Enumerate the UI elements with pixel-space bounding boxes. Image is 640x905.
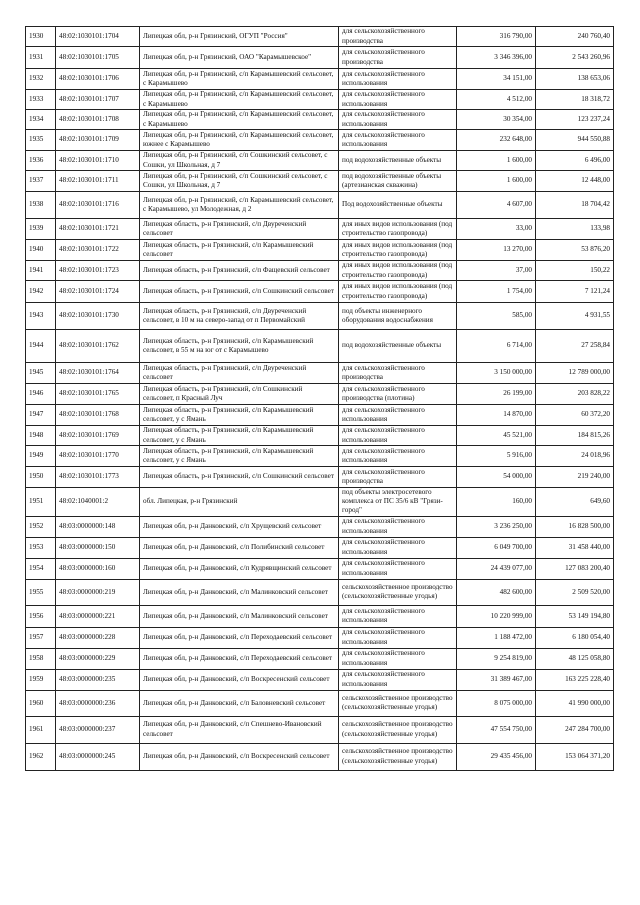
location-address: Липецкая область, р-н Грязинский, с/п Карамышевский сельсовет, у с Ямань	[140, 446, 339, 467]
cadastral-number: 48:02:1030101:1711	[56, 171, 140, 192]
cadastral-number: 48:03:0000000:235	[56, 669, 140, 690]
permitted-use: под объекты инженерного оборудования водоснабжения	[339, 303, 457, 330]
cadastral-value: 138 653,06	[536, 69, 614, 90]
row-number: 1949	[26, 446, 56, 467]
cadastral-value: 60 372,20	[536, 405, 614, 426]
permitted-use: под водохозяйственные объекты (артезианская скважина)	[339, 171, 457, 192]
location-address: Липецкая обл, р-н Грязинский, ОГУП "Россия"	[140, 27, 339, 47]
area-value: 31 389 467,00	[457, 669, 536, 690]
area-value: 54 000,00	[457, 467, 536, 488]
cadastral-number: 48:02:1030101:1709	[56, 130, 140, 151]
row-number: 1930	[26, 27, 56, 47]
area-value: 4 512,00	[457, 90, 536, 110]
location-address: Липецкая область, р-н Грязинский, с/п Двуреченский сельсовет	[140, 363, 339, 384]
cadastral-number: 48:02:1040001:2	[56, 488, 140, 517]
location-address: Липецкая область, р-н Грязинский, с/п Двуреченский сельсовет, в 10 м на северо-запад от п Первомайский	[140, 303, 339, 330]
cadastral-value: 18 318,72	[536, 90, 614, 110]
permitted-use: для сельскохозяйственного использования	[339, 90, 457, 110]
cadastral-value: 150,22	[536, 261, 614, 281]
table-row	[26, 743, 614, 770]
cadastral-number: 48:02:1030101:1708	[56, 110, 140, 130]
cadastral-number: 48:02:1030101:1721	[56, 219, 140, 240]
permitted-use: для сельскохозяйственного использования	[339, 69, 457, 90]
location-address: Липецкая обл, р-н Данковский, с/п Полибинский сельсовет	[140, 537, 339, 558]
area-value: 5 916,00	[457, 446, 536, 467]
permitted-use: под водохозяйственные объекты	[339, 330, 457, 363]
land-registry-table	[25, 26, 614, 771]
row-number: 1939	[26, 219, 56, 240]
row-number: 1960	[26, 690, 56, 716]
location-address: Липецкая обл, р-н Грязинский, с/п Карамышевский сельсовет, с Карамышево, ул Молодежная, д 2	[140, 192, 339, 219]
table-row	[26, 384, 614, 405]
permitted-use: для сельскохозяйственного использования	[339, 627, 457, 648]
permitted-use: для иных видов использования (под строительство газопровода)	[339, 281, 457, 303]
cadastral-number: 48:02:1030101:1762	[56, 330, 140, 363]
location-address: Липецкая обл, р-н Данковский, с/п Малинковский сельсовет	[140, 605, 339, 627]
cadastral-value: 944 550,88	[536, 130, 614, 151]
cadastral-value: 12 448,00	[536, 171, 614, 192]
row-number: 1951	[26, 488, 56, 517]
location-address: Липецкая обл, р-н Данковский, с/п Хрущевский сельсовет	[140, 516, 339, 537]
row-number: 1954	[26, 558, 56, 579]
table-row	[26, 261, 614, 281]
location-address: Липецкая область, р-н Грязинский, с/п Сошкинский сельсовет, п Красный Луч	[140, 384, 339, 405]
location-address: Липецкая обл, р-н Данковский, с/п Воскресенский сельсовет	[140, 669, 339, 690]
area-value: 26 199,00	[457, 384, 536, 405]
location-address: Липецкая обл, р-н Грязинский, с/п Сошкинский сельсовет, с Сошки, ул Школьная, д 7	[140, 151, 339, 171]
area-value: 3 346 396,00	[457, 47, 536, 69]
row-number: 1945	[26, 363, 56, 384]
table-row	[26, 303, 614, 330]
row-number: 1944	[26, 330, 56, 363]
permitted-use: Под водохозяйственные объекты	[339, 192, 457, 219]
row-number: 1938	[26, 192, 56, 219]
row-number: 1932	[26, 69, 56, 90]
area-value: 1 600,00	[457, 171, 536, 192]
area-value: 3 236 250,00	[457, 516, 536, 537]
row-number: 1946	[26, 384, 56, 405]
table-row	[26, 47, 614, 69]
area-value: 160,00	[457, 488, 536, 517]
permitted-use: для сельскохозяйственного использования	[339, 446, 457, 467]
row-number: 1947	[26, 405, 56, 426]
area-value: 30 354,00	[457, 110, 536, 130]
area-value: 29 435 456,00	[457, 743, 536, 770]
cadastral-number: 48:03:0000000:148	[56, 516, 140, 537]
cadastral-value: 184 815,26	[536, 426, 614, 446]
area-value: 34 151,00	[457, 69, 536, 90]
location-address: Липецкая обл, р-н Грязинский, с/п Карамышевский сельсовет, с Карамышево	[140, 69, 339, 90]
cadastral-value: 203 828,22	[536, 384, 614, 405]
table-row	[26, 110, 614, 130]
table-row	[26, 405, 614, 426]
permitted-use: для иных видов использования (под строительство газопровода)	[339, 240, 457, 261]
permitted-use: для сельскохозяйственного производства	[339, 27, 457, 47]
cadastral-value: 649,60	[536, 488, 614, 517]
cadastral-value: 127 083 200,40	[536, 558, 614, 579]
location-address: Липецкая область, р-н Грязинский, с/п Фащевский сельсовет	[140, 261, 339, 281]
cadastral-number: 48:02:1030101:1770	[56, 446, 140, 467]
row-number: 1931	[26, 47, 56, 69]
location-address: Липецкая область, р-н Грязинский, с/п Карамышевский сельсовет, у с Ямань	[140, 426, 339, 446]
permitted-use: для сельскохозяйственного использования	[339, 558, 457, 579]
cadastral-number: 48:02:1030101:1730	[56, 303, 140, 330]
cadastral-number: 48:02:1030101:1724	[56, 281, 140, 303]
cadastral-number: 48:02:1030101:1723	[56, 261, 140, 281]
area-value: 585,00	[457, 303, 536, 330]
cadastral-value: 53 876,20	[536, 240, 614, 261]
table-row	[26, 219, 614, 240]
permitted-use: сельскохозяйственное производство (сельскохозяйственные угодья)	[339, 690, 457, 716]
row-number: 1940	[26, 240, 56, 261]
permitted-use: для сельскохозяйственного производства (плотина)	[339, 384, 457, 405]
table-row	[26, 579, 614, 605]
table-row	[26, 151, 614, 171]
location-address: Липецкая обл, р-н Данковский, с/п Переходаевский сельсовет	[140, 627, 339, 648]
location-address: Липецкая область, р-н Грязинский, с/п Карамышевский сельсовет, у с Ямань	[140, 405, 339, 426]
location-address: Липецкая обл, р-н Грязинский, ОАО "Карамышевское"	[140, 47, 339, 69]
table-row	[26, 281, 614, 303]
area-value: 45 521,00	[457, 426, 536, 446]
location-address: Липецкая обл, р-н Грязинский, с/п Карамышевский сельсовет, с Карамышево	[140, 90, 339, 110]
permitted-use: сельскохозяйственное производство (сельскохозяйственные угодья)	[339, 579, 457, 605]
cadastral-number: 48:02:1030101:1768	[56, 405, 140, 426]
cadastral-value: 123 237,24	[536, 110, 614, 130]
permitted-use: под водохозяйственные объекты	[339, 151, 457, 171]
permitted-use: для сельскохозяйственного использования	[339, 110, 457, 130]
table-row	[26, 130, 614, 151]
table-row	[26, 669, 614, 690]
permitted-use: для сельскохозяйственного использования	[339, 426, 457, 446]
table-body	[26, 27, 614, 771]
table-row	[26, 690, 614, 716]
cadastral-value: 48 125 058,80	[536, 648, 614, 669]
cadastral-number: 48:02:1030101:1705	[56, 47, 140, 69]
area-value: 37,00	[457, 261, 536, 281]
location-address: Липецкая область, р-н Грязинский, с/п Карамышевский сельсовет, в 55 м на юг от с Карамышево	[140, 330, 339, 363]
cadastral-value: 41 990 000,00	[536, 690, 614, 716]
row-number: 1962	[26, 743, 56, 770]
row-number: 1953	[26, 537, 56, 558]
location-address: Липецкая обл, р-н Грязинский, с/п Карамышевский сельсовет, южнее с Карамышево	[140, 130, 339, 151]
location-address: Липецкая обл, р-н Данковский, с/п Спешнево-Ивановский сельсовет	[140, 716, 339, 743]
row-number: 1952	[26, 516, 56, 537]
row-number: 1959	[26, 669, 56, 690]
cadastral-value: 163 225 228,40	[536, 669, 614, 690]
location-address: Липецкая обл, р-н Данковский, с/п Малинковский сельсовет	[140, 579, 339, 605]
table-row	[26, 648, 614, 669]
location-address: обл. Липецкая, р-н Грязинский	[140, 488, 339, 517]
cadastral-number: 48:02:1030101:1707	[56, 90, 140, 110]
permitted-use: сельскохозяйственное производство (сельскохозяйственные угодья)	[339, 743, 457, 770]
cadastral-value: 53 149 194,80	[536, 605, 614, 627]
row-number: 1933	[26, 90, 56, 110]
permitted-use: для сельскохозяйственного использования	[339, 669, 457, 690]
cadastral-number: 48:02:1030101:1716	[56, 192, 140, 219]
table-row	[26, 171, 614, 192]
cadastral-value: 12 789 000,00	[536, 363, 614, 384]
table-row	[26, 363, 614, 384]
cadastral-value: 247 284 700,00	[536, 716, 614, 743]
table-row	[26, 627, 614, 648]
table-row	[26, 488, 614, 517]
row-number: 1941	[26, 261, 56, 281]
table-row	[26, 192, 614, 219]
permitted-use: для сельскохозяйственного использования	[339, 130, 457, 151]
area-value: 1 600,00	[457, 151, 536, 171]
permitted-use: сельскохозяйственное производство (сельскохозяйственные угодья)	[339, 716, 457, 743]
table-row	[26, 90, 614, 110]
cadastral-number: 48:03:0000000:237	[56, 716, 140, 743]
cadastral-number: 48:03:0000000:219	[56, 579, 140, 605]
area-value: 14 870,00	[457, 405, 536, 426]
cadastral-number: 48:03:0000000:245	[56, 743, 140, 770]
permitted-use: для сельскохозяйственного использования	[339, 405, 457, 426]
cadastral-number: 48:03:0000000:150	[56, 537, 140, 558]
table-row	[26, 69, 614, 90]
location-address: Липецкая область, р-н Грязинский, с/п Сошкинский сельсовет	[140, 467, 339, 488]
row-number: 1937	[26, 171, 56, 192]
area-value: 1 188 472,00	[457, 627, 536, 648]
row-number: 1961	[26, 716, 56, 743]
cadastral-value: 18 704,42	[536, 192, 614, 219]
table-row	[26, 426, 614, 446]
row-number: 1950	[26, 467, 56, 488]
cadastral-number: 48:02:1030101:1764	[56, 363, 140, 384]
cadastral-value: 2 509 520,00	[536, 579, 614, 605]
row-number: 1934	[26, 110, 56, 130]
cadastral-value: 240 760,40	[536, 27, 614, 47]
cadastral-number: 48:03:0000000:228	[56, 627, 140, 648]
area-value: 13 270,00	[457, 240, 536, 261]
table-row	[26, 467, 614, 488]
table-row	[26, 558, 614, 579]
area-value: 482 600,00	[457, 579, 536, 605]
cadastral-number: 48:02:1030101:1704	[56, 27, 140, 47]
row-number: 1955	[26, 579, 56, 605]
row-number: 1956	[26, 605, 56, 627]
area-value: 6 714,00	[457, 330, 536, 363]
row-number: 1948	[26, 426, 56, 446]
cadastral-value: 31 458 440,00	[536, 537, 614, 558]
cadastral-number: 48:02:1030101:1710	[56, 151, 140, 171]
area-value: 8 075 000,00	[457, 690, 536, 716]
cadastral-value: 7 121,24	[536, 281, 614, 303]
area-value: 316 790,00	[457, 27, 536, 47]
cadastral-value: 6 180 054,40	[536, 627, 614, 648]
permitted-use: для иных видов использования (под строительство газопровода)	[339, 219, 457, 240]
permitted-use: под объекты электросетевого комплекса от ПС 35/6 кВ "Грязи-город"	[339, 488, 457, 517]
permitted-use: для сельскохозяйственного производства	[339, 363, 457, 384]
location-address: Липецкая обл, р-н Грязинский, с/п Сошкинский сельсовет, с Сошки, ул Школьная, д 7	[140, 171, 339, 192]
cadastral-value: 6 496,00	[536, 151, 614, 171]
cadastral-number: 48:02:1030101:1769	[56, 426, 140, 446]
permitted-use: для сельскохозяйственного производства	[339, 467, 457, 488]
permitted-use: для сельскохозяйственного использования	[339, 537, 457, 558]
cadastral-value: 24 018,96	[536, 446, 614, 467]
cadastral-number: 48:02:1030101:1722	[56, 240, 140, 261]
table-row	[26, 27, 614, 47]
table-row	[26, 240, 614, 261]
cadastral-number: 48:03:0000000:229	[56, 648, 140, 669]
cadastral-value: 133,98	[536, 219, 614, 240]
cadastral-number: 48:03:0000000:221	[56, 605, 140, 627]
table-row	[26, 716, 614, 743]
cadastral-number: 48:02:1030101:1706	[56, 69, 140, 90]
location-address: Липецкая обл, р-н Данковский, с/п Воскресенский сельсовет	[140, 743, 339, 770]
area-value: 1 754,00	[457, 281, 536, 303]
row-number: 1943	[26, 303, 56, 330]
cadastral-value: 16 828 500,00	[536, 516, 614, 537]
area-value: 9 254 819,00	[457, 648, 536, 669]
location-address: Липецкая обл, р-н Данковский, с/п Переходаевский сельсовет	[140, 648, 339, 669]
table-row	[26, 330, 614, 363]
cadastral-number: 48:03:0000000:236	[56, 690, 140, 716]
row-number: 1942	[26, 281, 56, 303]
cadastral-value: 153 064 371,20	[536, 743, 614, 770]
permitted-use: для сельскохозяйственного использования	[339, 648, 457, 669]
area-value: 6 049 700,00	[457, 537, 536, 558]
permitted-use: для сельскохозяйственного использования	[339, 605, 457, 627]
area-value: 24 439 077,00	[457, 558, 536, 579]
area-value: 10 220 999,00	[457, 605, 536, 627]
area-value: 3 150 000,00	[457, 363, 536, 384]
area-value: 33,00	[457, 219, 536, 240]
area-value: 4 607,00	[457, 192, 536, 219]
permitted-use: для иных видов использования (под строительство газопровода)	[339, 261, 457, 281]
cadastral-value: 27 258,84	[536, 330, 614, 363]
row-number: 1936	[26, 151, 56, 171]
area-value: 232 648,00	[457, 130, 536, 151]
location-address: Липецкая область, р-н Грязинский, с/п Сошкинский сельсовет	[140, 281, 339, 303]
cadastral-number: 48:02:1030101:1765	[56, 384, 140, 405]
area-value: 47 554 750,00	[457, 716, 536, 743]
location-address: Липецкая область, р-н Грязинский, с/п Двуреченский сельсовет	[140, 219, 339, 240]
cadastral-value: 219 240,00	[536, 467, 614, 488]
cadastral-number: 48:03:0000000:160	[56, 558, 140, 579]
table-row	[26, 537, 614, 558]
permitted-use: для сельскохозяйственного производства	[339, 47, 457, 69]
cadastral-value: 4 931,55	[536, 303, 614, 330]
location-address: Липецкая обл, р-н Данковский, с/п Баловневский сельсовет	[140, 690, 339, 716]
table-row	[26, 605, 614, 627]
location-address: Липецкая область, р-н Грязинский, с/п Карамышевский сельсовет	[140, 240, 339, 261]
row-number: 1935	[26, 130, 56, 151]
row-number: 1957	[26, 627, 56, 648]
permitted-use: для сельскохозяйственного использования	[339, 516, 457, 537]
cadastral-value: 2 543 260,96	[536, 47, 614, 69]
location-address: Липецкая обл, р-н Данковский, с/п Кудрявщинский сельсовет	[140, 558, 339, 579]
row-number: 1958	[26, 648, 56, 669]
location-address: Липецкая обл, р-н Грязинский, с/п Карамышевский сельсовет, с Карамышево	[140, 110, 339, 130]
table-row	[26, 516, 614, 537]
cadastral-number: 48:02:1030101:1773	[56, 467, 140, 488]
table-row	[26, 446, 614, 467]
